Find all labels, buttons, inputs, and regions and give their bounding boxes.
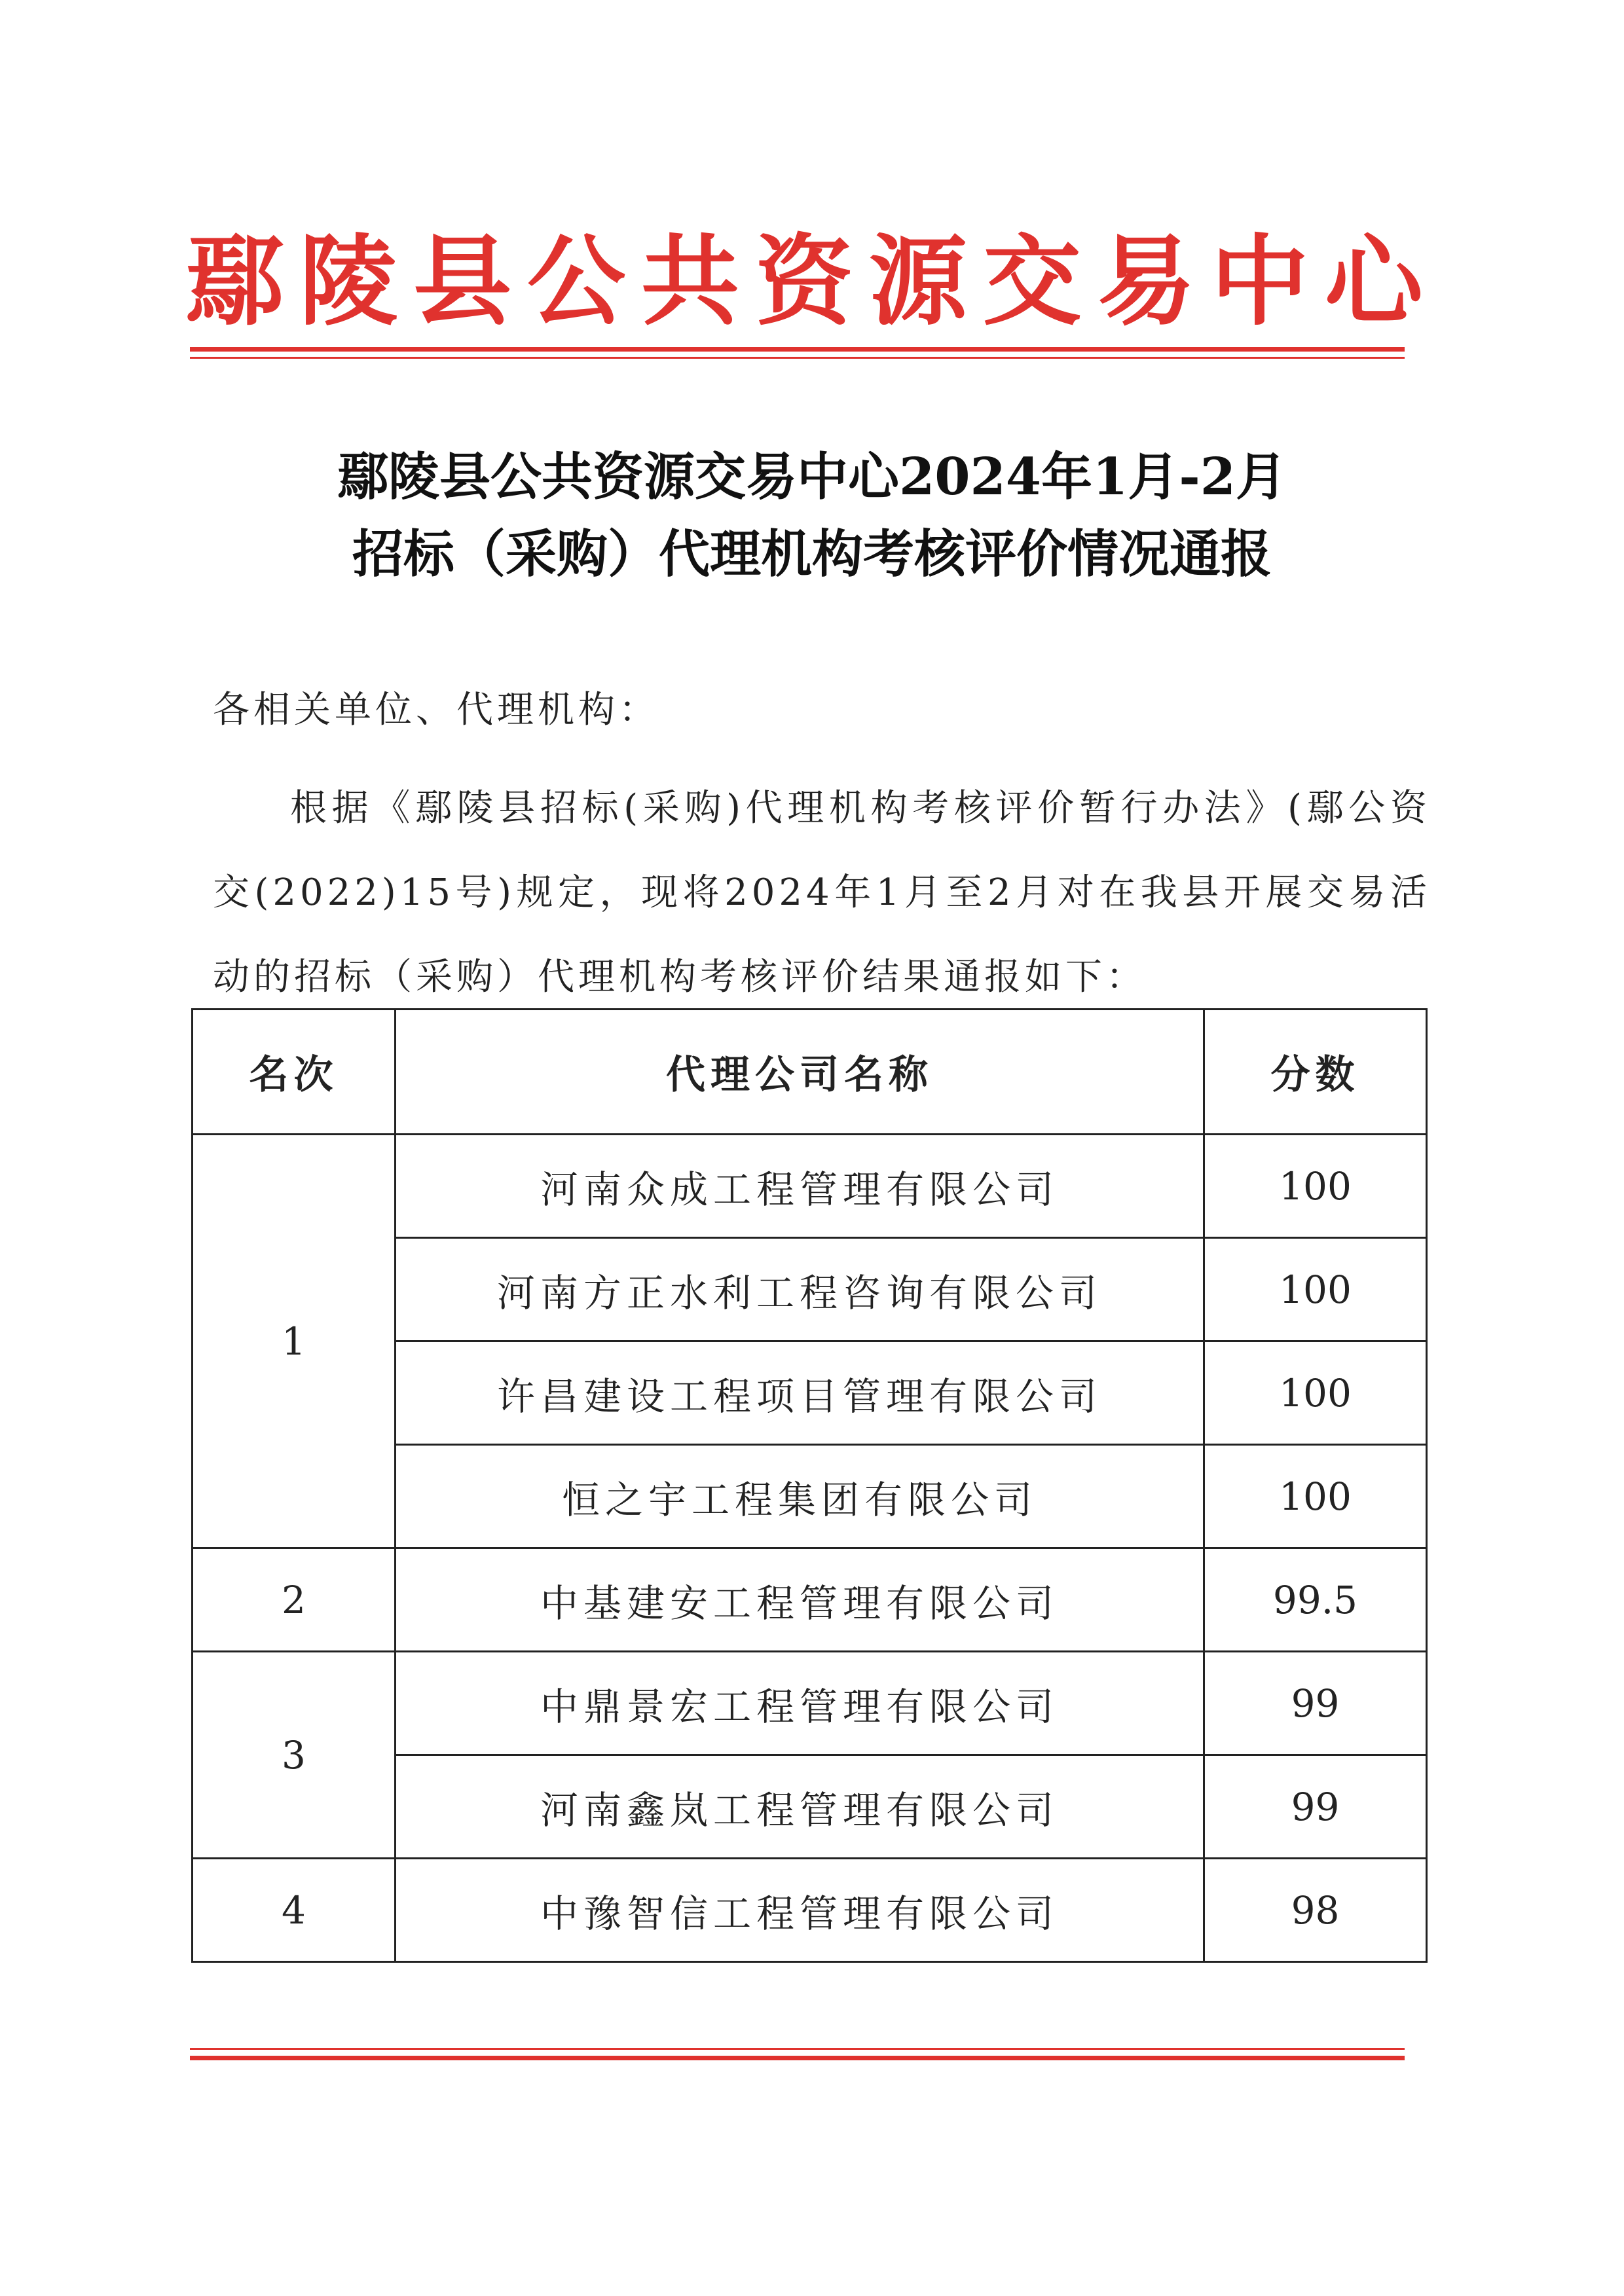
company-cell: 河南方正水利工程咨询有限公司 [396, 1238, 1204, 1341]
score-cell: 99 [1204, 1755, 1427, 1859]
document-title [157, 439, 1467, 593]
footer-rule-thick [190, 2056, 1405, 2060]
document-title-line-2: 招标（采购）代理机构考核评价情况通报 [352, 524, 1272, 584]
body-paragraph: 根据《鄢陵县招标(采购)代理机构考核评价暂行办法》(鄢公资交(2022)15号)规定，现将2024年1月至2月对在我县开展交易活动的招标（采购）代理机构考核评价结果通报如下： [213, 787, 1431, 998]
salutation: 各相关单位、代理机构： [213, 689, 659, 731]
company-cell: 中豫智信工程管理有限公司 [396, 1859, 1204, 1962]
table-row [193, 1135, 1427, 1238]
company-cell: 中鼎景宏工程管理有限公司 [396, 1652, 1204, 1755]
score-cell: 99 [1204, 1652, 1427, 1755]
table-row [193, 1859, 1427, 1962]
masthead-rule-thin [190, 357, 1405, 359]
score-cell: 98 [1204, 1859, 1427, 1962]
masthead-rule-thick [190, 347, 1405, 352]
company-cell: 河南众成工程管理有限公司 [396, 1135, 1204, 1238]
evaluation-results-table [191, 1008, 1428, 1963]
table-row [193, 1652, 1427, 1755]
score-cell: 100 [1204, 1445, 1427, 1548]
score-cell: 100 [1204, 1135, 1427, 1238]
table-header-row [193, 1010, 1427, 1135]
score-cell: 100 [1204, 1238, 1427, 1341]
score-cell: 100 [1204, 1341, 1427, 1445]
company-cell: 恒之宇工程集团有限公司 [396, 1445, 1204, 1548]
rank-cell: 1 [193, 1135, 396, 1548]
score-cell: 99.5 [1204, 1548, 1427, 1652]
footer-rule-thin [190, 2048, 1405, 2050]
header-company: 代理公司名称 [396, 1010, 1204, 1135]
header-score: 分数 [1204, 1010, 1427, 1135]
company-cell: 河南鑫岚工程管理有限公司 [396, 1755, 1204, 1859]
company-cell: 许昌建设工程项目管理有限公司 [396, 1341, 1204, 1445]
document-title-line-1: 鄢陵县公共资源交易中心2024年1月-2月 [337, 447, 1287, 507]
header-rank: 名次 [193, 1010, 396, 1135]
masthead-title: 鄢陵县公共资源交易中心 [185, 224, 1439, 339]
rank-cell: 4 [193, 1859, 396, 1962]
rank-cell: 3 [193, 1652, 396, 1859]
rank-cell: 2 [193, 1548, 396, 1652]
table-row [193, 1548, 1427, 1652]
company-cell: 中基建安工程管理有限公司 [396, 1548, 1204, 1652]
